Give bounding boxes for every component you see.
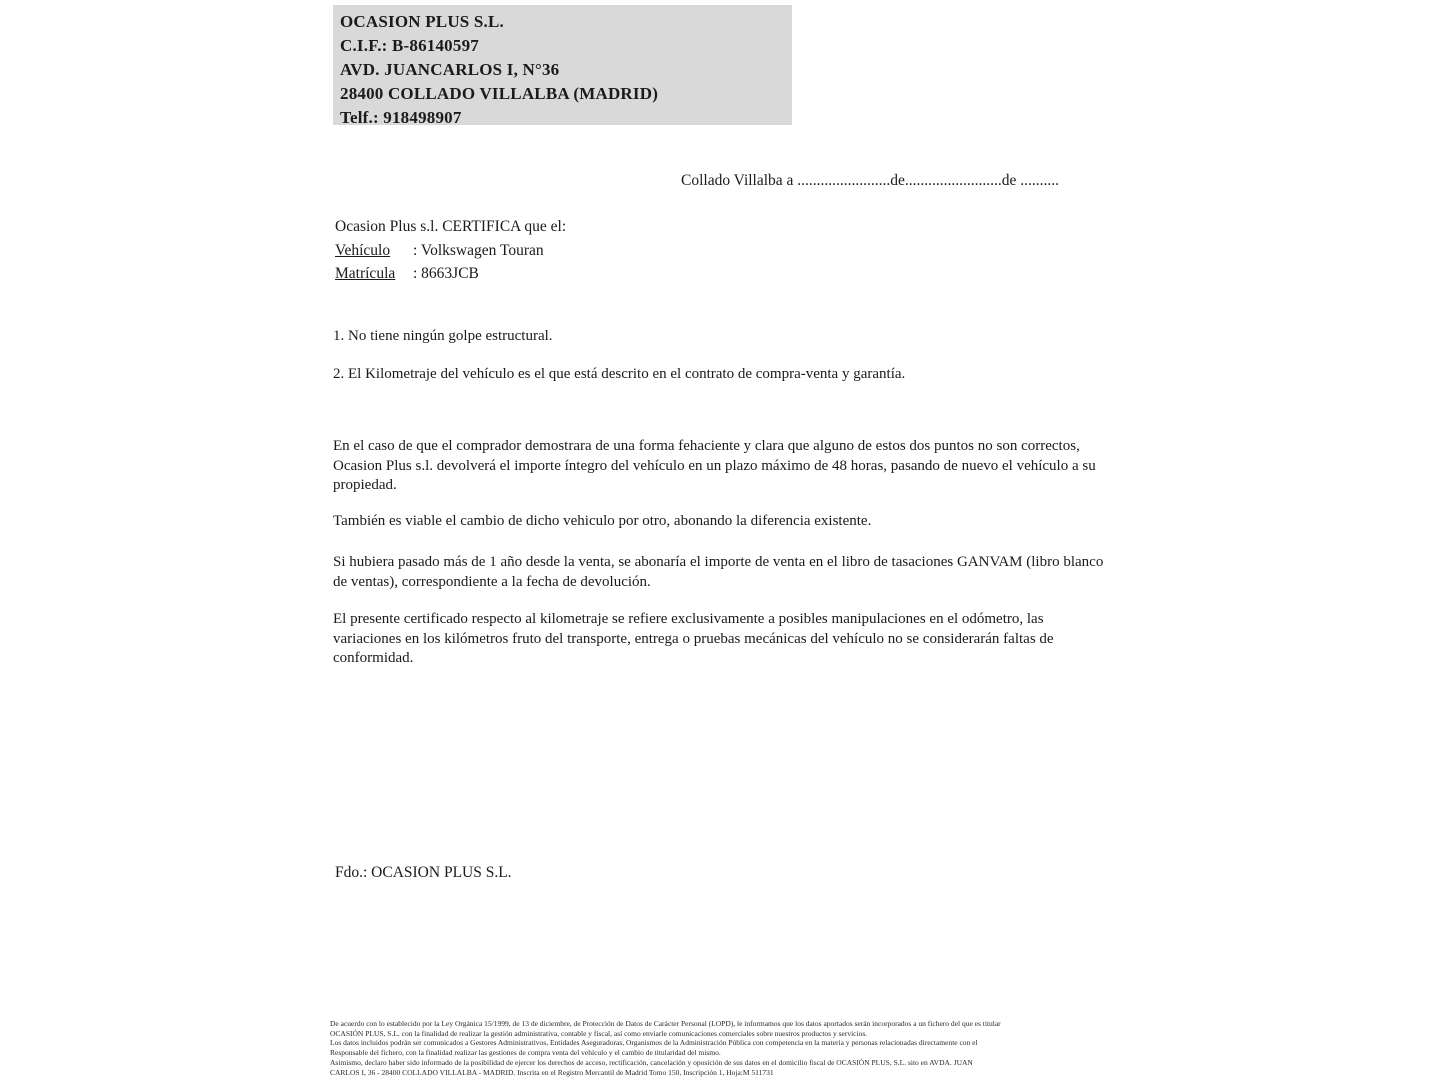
company-cif: C.I.F.: B-86140597 [340,36,479,55]
paragraph-ganvam-valuation: Si hubiera pasado más de 1 año desde la venta, se abonaría el importe de venta en el libro de tasaciones GANVAM (libro blanco de ventas), correspondiente a la fecha de devolución. [333,554,1104,590]
plate-label: Matrícula [335,265,396,282]
company-header-box [333,5,792,125]
company-phone: Telf.: 918498907 [340,108,462,127]
vehicle-label: Vehículo [335,242,391,259]
date-line: Collado Villalba a ........................de.........................de .......... [681,172,1060,189]
vehicle-row [335,242,544,260]
legal-footer-line-2: OCASIÓN PLUS, S.L. con la finalidad de realizar la gestión administrativa, contable y fiscal, así como enviarle comunicaciones comerciales sobre nuestros productos y servicios. [330,1028,868,1038]
signature-line: Fdo.: OCASION PLUS S.L. [335,864,512,881]
paragraph-refund-terms: En el caso de que el comprador demostrara de una forma fehaciente y clara que alguno de estos dos puntos no son correctos, Ocasion Plus s.l. devolverá el importe íntegro del vehículo en un plazo máximo de 48 horas, pasando de nuevo el vehículo a su propiedad. [333,438,1096,493]
company-name: OCASION PLUS S.L. [340,12,504,31]
condition-point-2: 2. El Kilometraje del vehículo es el que está descrito en el contrato de compra-venta y garantía. [333,366,906,382]
legal-footer-line-4: Responsable del fichero, con la finalidad realizar las gestiones de compra venta del vehículo y el cambio de titularidad del mismo. [330,1048,721,1058]
plate-row [335,265,479,283]
plate-value: : 8663JCB [413,265,479,282]
condition-point-1: 1. No tiene ningún golpe estructural. [333,328,553,344]
legal-footer-line-3: Los datos incluidos podrán ser comunicados a Gestores Administrativos, Entidades Aseguradoras, Organismos de la Administración Pública con competencia en la materia y personas relacionadas directamente con el [330,1038,978,1048]
company-city: 28400 COLLADO VILLALBA (MADRID) [340,84,659,103]
legal-footer-line-1: De acuerdo con lo establecido por la Ley Orgánica 15/1999, de 13 de diciembre, de Protección de Datos de Carácter Personal (LOPD), le informamos que los datos aportados serán incorporados a un fichero del que es titular [330,1019,1001,1028]
certificate-intro: Ocasion Plus s.l. CERTIFICA que el: [335,218,567,235]
company-address: AVD. JUANCARLOS I, N°36 [340,60,560,79]
legal-footer-line-5: Asimismo, declaro haber sido informado de la posibilidad de ejercer los derechos de acceso, rectificación, cancelación y oposición de sus datos en el domicilio fiscal de OCASIÓN PLUS, S.L. sito en AVDA. JUAN [330,1057,973,1067]
vehicle-value: : Volkswagen Touran [413,242,544,259]
legal-footer-line-6: CARLOS I, 36 - 28400 COLLADO VILLALBA - MADRID. Inscrita en el Registro Mercantil de Madrid Tomo 150, Inscripción 1, Hoja:M 511731 [330,1067,774,1077]
paragraph-odometer-disclaimer: El presente certificado respecto al kilometraje se refiere exclusivamente a posibles manipulaciones en el odómetro, las variaciones en los kilómetros fruto del transporte, entrega o pruebas mecánicas del vehículo no se considerarán faltas de conformidad. [333,611,1054,666]
legal-footer [330,1019,1001,1077]
paragraph-exchange-option: También es viable el cambio de dicho vehiculo por otro, abonando la diferencia existente. [333,513,872,529]
